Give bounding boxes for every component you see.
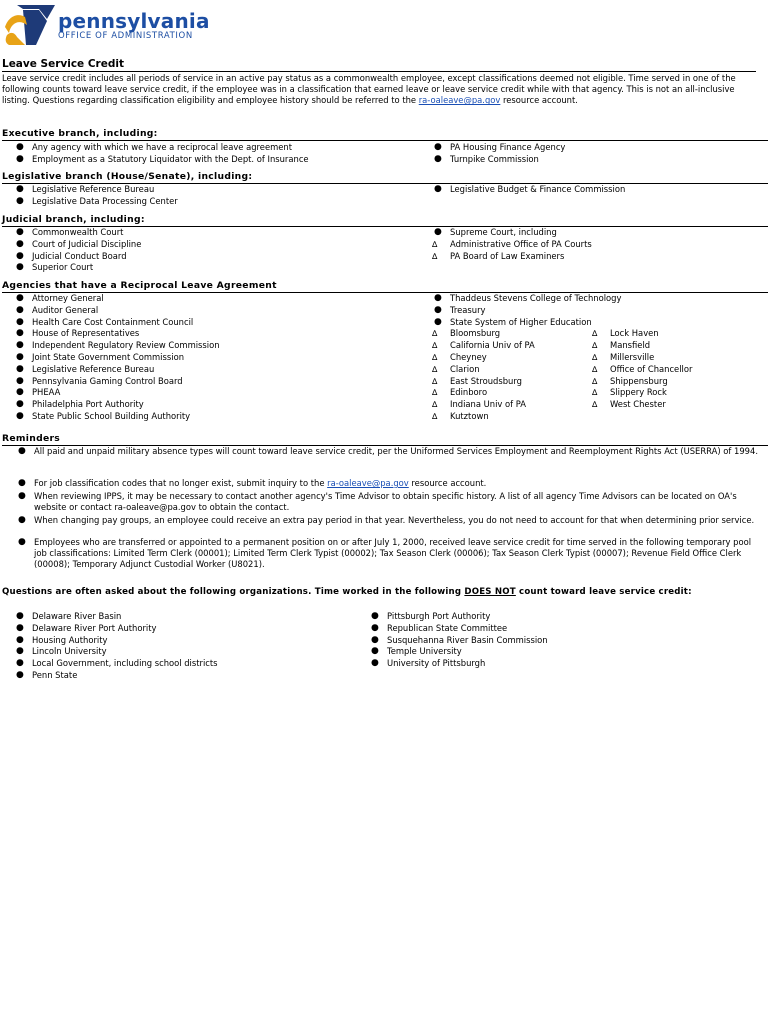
list-item: ● Legislative Data Processing Center — [16, 195, 178, 206]
reciprocal-heading: Agencies that have a Reciprocal Leave Agreement — [2, 280, 768, 293]
legislative-heading: Legislative branch (House/Senate), including: — [2, 171, 768, 184]
delta-icon: ∆ — [432, 352, 438, 362]
list-item: ● Employment as a Statutory Liquidator with the Dept. of Insurance — [16, 153, 309, 164]
university-list-a — [418, 328, 535, 422]
questions-heading: Questions are often asked about the following organizations. Time worked in the following DOES NOT count toward leave service credit: — [2, 587, 692, 597]
list-item: ● Treasury — [434, 304, 486, 315]
list-item: ● Thaddeus Stevens College of Technology — [434, 293, 622, 303]
delta-icon: ∆ — [432, 376, 438, 386]
list-item: ● Housing Authority — [16, 634, 108, 645]
list-item: ● Lincoln University — [16, 646, 107, 657]
delta-icon: ∆ — [592, 352, 598, 362]
list-item: ● Attorney General — [16, 293, 104, 303]
judicial-heading: Judicial branch, including: — [2, 214, 768, 227]
list-item: ● Court of Judicial Discipline — [16, 238, 142, 249]
list-item: ● State System of Higher Education — [434, 316, 592, 327]
list-item: ● Susquehanna River Basin Commission — [371, 634, 548, 645]
list-item: ● Joint State Government Commission — [16, 351, 184, 362]
list-item: ● Commonwealth Court — [16, 227, 124, 237]
list-item: ● Auditor General — [16, 304, 99, 315]
delta-icon: ∆ — [432, 251, 438, 261]
reminder-item: ● When reviewing IPPS, it may be necessary to contact another agency's Time Advisor to obtain specific history. A list of all agency Time Advisors can be located on OA's website or contact ra-oaleave@pa.gov to obtain the contact. — [18, 491, 737, 513]
list-item: ● Pennsylvania Gaming Control Board — [16, 375, 183, 386]
list-item: ● Supreme Court, including — [434, 227, 557, 237]
brand-subtitle: OFFICE OF ADMINISTRATION — [58, 31, 193, 41]
list-item: ● Philadelphia Port Authority — [16, 399, 144, 410]
reminder-item: ● When changing pay groups, an employee could receive an extra pay period in that year. Nevertheless, you do not need to account for that when determining prior service. — [18, 515, 755, 525]
executive-heading: Executive branch, including: — [2, 128, 768, 141]
judicial-list-right — [418, 227, 592, 262]
reminders-heading: Reminders — [2, 433, 768, 446]
delta-icon: ∆ — [432, 341, 438, 351]
sub-list-item: ∆ Cheyney — [432, 351, 487, 362]
questions-list-right — [355, 611, 548, 670]
list-item: ● Delaware River Basin — [16, 611, 122, 621]
executive-list-left — [0, 142, 309, 166]
delta-icon: ∆ — [432, 239, 438, 249]
sub-list-item: ∆ Millersville — [592, 351, 655, 362]
list-item: ● Legislative Reference Bureau — [16, 184, 155, 194]
list-item: ● PHEAA — [16, 387, 61, 398]
sub-list-item: ∆ Lock Haven — [592, 328, 659, 339]
sub-list-item: ∆ Bloomsburg — [432, 328, 501, 339]
list-item: ● Penn State — [16, 669, 78, 680]
list-item: ● Health Care Cost Containment Council — [16, 316, 194, 327]
sub-list-item: ∆ West Chester — [592, 399, 666, 410]
list-item: ● Legislative Reference Bureau — [16, 363, 155, 374]
delta-icon: ∆ — [432, 329, 438, 339]
delta-icon: ∆ — [592, 376, 598, 386]
judicial-list-left — [0, 227, 141, 274]
list-item: ● Local Government, including school districts — [16, 658, 218, 669]
university-list-b — [578, 328, 692, 411]
sub-list-item: ∆ Administrative Office of PA Courts — [432, 238, 592, 249]
legislative-list-left — [0, 184, 178, 208]
executive-list-right — [418, 142, 565, 166]
list-item: ● Pittsburgh Port Authority — [371, 611, 491, 621]
delta-icon: ∆ — [432, 388, 438, 398]
oaleave-email-link[interactable]: ra-oaleave@pa.gov — [418, 95, 501, 106]
legislative-list-right — [418, 184, 625, 196]
reminder-item: ● For job classification codes that no longer exist, submit inquiry to the ra-oaleave@pa.gov resource account. — [18, 478, 487, 488]
sub-list-item: ∆ Kutztown — [432, 410, 489, 421]
intro-text-end: resource account. — [500, 95, 578, 106]
reciprocal-list-left — [0, 293, 220, 423]
list-item: ● Superior Court — [16, 262, 94, 273]
delta-icon: ∆ — [592, 400, 598, 410]
list-item: ● Delaware River Port Authority — [16, 622, 157, 633]
brand-name: pennsylvania — [58, 9, 210, 33]
sub-list-item: ∆ Office of Chancellor — [592, 363, 693, 374]
list-item: ● Turnpike Commission — [434, 153, 539, 164]
delta-icon: ∆ — [432, 411, 438, 421]
oaleave-email-link[interactable]: ra-oaleave@pa.gov — [327, 478, 409, 488]
sub-list-item: ∆ Indiana Univ of PA — [432, 399, 527, 410]
list-item: ● Any agency with which we have a reciprocal leave agreement — [16, 142, 293, 152]
list-item: ● PA Housing Finance Agency — [434, 142, 566, 152]
reminder-item: ● Employees who are transferred or appointed to a permanent position on or after July 1, 2000, received leave service credit for time served in the following temporary pool job classifications: Limited Term Clerk (00001); Limited Term Clerk Typist (00002); Tax Season Clerk (00006); Tax Season Clerk Typist (00007); Revenue Field Office Clerk (00008); Temporary Adjunct Custodial Worker (U8021). — [18, 537, 752, 570]
sub-list-item: ∆ East Stroudsburg — [432, 375, 522, 386]
list-item: ● University of Pittsburgh — [371, 658, 486, 669]
reminder-item: ● All paid and unpaid military absence types will count toward leave service credit, per the Uniformed Services Employment and Reemployment Rights Act (USERRA) of 1994. — [18, 446, 759, 456]
delta-icon: ∆ — [592, 341, 598, 351]
sub-list-item: ∆ Mansfield — [592, 340, 651, 351]
list-item: ● House of Representatives — [16, 328, 140, 339]
intro-paragraph — [2, 71, 756, 107]
delta-icon: ∆ — [592, 329, 598, 339]
list-item: ● Judicial Conduct Board — [16, 250, 127, 261]
sub-list-item: ∆ California Univ of PA — [432, 340, 535, 351]
list-item: ● Temple University — [371, 646, 462, 657]
list-item: ● Republican State Committee — [371, 622, 508, 633]
list-item: ● Legislative Budget & Finance Commission — [434, 184, 626, 194]
sub-list-item: ∆ Slippery Rock — [592, 387, 667, 398]
delta-icon: ∆ — [592, 388, 598, 398]
delta-icon: ∆ — [592, 364, 598, 374]
list-item: ● Independent Regulatory Review Commission — [16, 340, 220, 351]
intro-text: Leave service credit includes all periods of service in an active pay status as a commonwealth employee, except classifications deemed not eligible. Time served in one of the following counts toward leave service credit, if the employee was in a classification that earned leave or leave service credit while with that agency. This is not an all-inclusive listing. Questions regarding classification eligibility and employee history should be referred to the — [2, 73, 736, 106]
questions-list-left — [0, 611, 218, 682]
sub-list-item: ∆ Edinboro — [432, 387, 488, 398]
sub-list-item: ∆ Shippensburg — [592, 375, 668, 386]
delta-icon: ∆ — [432, 400, 438, 410]
reciprocal-list-right — [418, 293, 621, 328]
list-item: ● State Public School Building Authority — [16, 410, 191, 421]
sub-list-item: ∆ Clarion — [432, 363, 480, 374]
page-title: Leave Service Credit — [2, 58, 124, 70]
sub-list-item: ∆ PA Board of Law Examiners — [432, 250, 565, 261]
delta-icon: ∆ — [432, 364, 438, 374]
